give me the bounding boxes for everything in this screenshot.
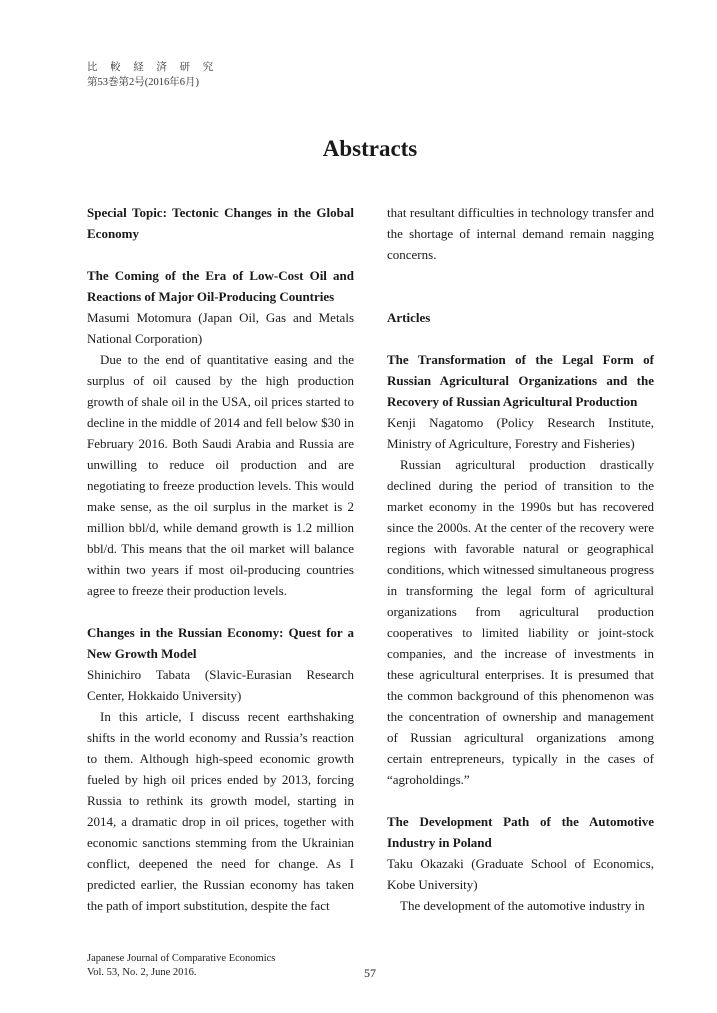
journal-name-english: Japanese Journal of Comparative Economics	[87, 953, 276, 964]
issue-info-japanese: 第53巻第2号(2016年6月)	[87, 77, 199, 88]
article-abstract: The development of the automotive industry in	[400, 898, 645, 913]
article-abstract: In this article, I discuss recent earthshaking shifts in the world economy and Russia’s reaction to them. Although high-speed economic growth fueled by high oil prices ended by 2013, forcing Russia to rethink its growth model, starting in 2014, a dramatic drop in oil prices, together with economic sanctions stemming from the Ukrainian conflict, deepened the need for change. As I predicted earlier, the Russian economy has taken the path of import substitution, despite the fact	[87, 709, 354, 913]
page-number: 57	[364, 966, 376, 980]
spacer	[87, 601, 354, 622]
running-footer	[87, 952, 275, 980]
article-title: The Coming of the Era of Low-Cost Oil and Reactions of Major Oil-Producing Countries	[87, 268, 354, 304]
article-title: The Development Path of the Automotive Industry in Poland	[387, 814, 654, 850]
spacer	[387, 265, 654, 307]
article-abstract: Russian agricultural production drastically declined during the period of transition to the market economy in the 1990s but has recovered since the 2000s. At the center of the recovery were regions with favorable natural or geographical conditions, which witnessed simultaneous progress in transforming the legal form of agricultural organizations from agricultural production cooperatives to limited liability or joint-stock companies, and the increase of investments in these agricultural enterprises. It is presumed that the common background of this phenomenon was the concentration of ownership and management of Russian agricultural organizations among certain entrepreneurs, typically in the cases of “agroholdings.”	[387, 457, 654, 787]
left-column	[87, 202, 354, 916]
article-title: The Transformation of the Legal Form of Russian Agricultural Organizations and the Recovery of Russian Agricultural Production	[387, 352, 654, 409]
section-heading-articles: Articles	[387, 310, 431, 325]
spacer	[87, 244, 354, 265]
article-author: Shinichiro Tabata (Slavic-Eurasian Research Center, Hokkaido University)	[87, 667, 354, 703]
spacer	[387, 790, 654, 811]
special-topic-heading: Special Topic: Tectonic Changes in the Global Economy	[87, 205, 354, 241]
right-column	[387, 202, 654, 916]
article-title: Changes in the Russian Economy: Quest for a New Growth Model	[87, 625, 354, 661]
journal-name-japanese: 比 較 経 済 研 究	[87, 62, 219, 73]
article-author: Kenji Nagatomo (Policy Research Institute, Ministry of Agriculture, Forestry and Fisheries)	[387, 415, 654, 451]
running-header	[87, 60, 218, 90]
article-author: Taku Okazaki (Graduate School of Economics, Kobe University)	[387, 856, 654, 892]
article-abstract-continued: that resultant difficulties in technology transfer and the shortage of internal demand remain nagging concerns.	[387, 205, 654, 262]
article-author: Masumi Motomura (Japan Oil, Gas and Metals National Corporation)	[87, 310, 354, 346]
page-title: Abstracts	[322, 136, 418, 161]
issue-info-english: Vol. 53, No. 2, June 2016.	[87, 967, 197, 978]
spacer	[387, 328, 654, 349]
article-abstract: Due to the end of quantitative easing and the surplus of oil caused by the high production growth of shale oil in the USA, oil prices started to decline in the middle of 2014 and fell below $30 in February 2016. Both Saudi Arabia and Russia are unwilling to reduce oil production and are negotiating to freeze production levels. This would make sense, as the oil surplus in the market is 2 million bbl/d, while demand growth is 1.2 million bbl/d. This means that the oil market will balance within two years if most oil-producing countries agree to freeze their production levels.	[87, 352, 354, 598]
